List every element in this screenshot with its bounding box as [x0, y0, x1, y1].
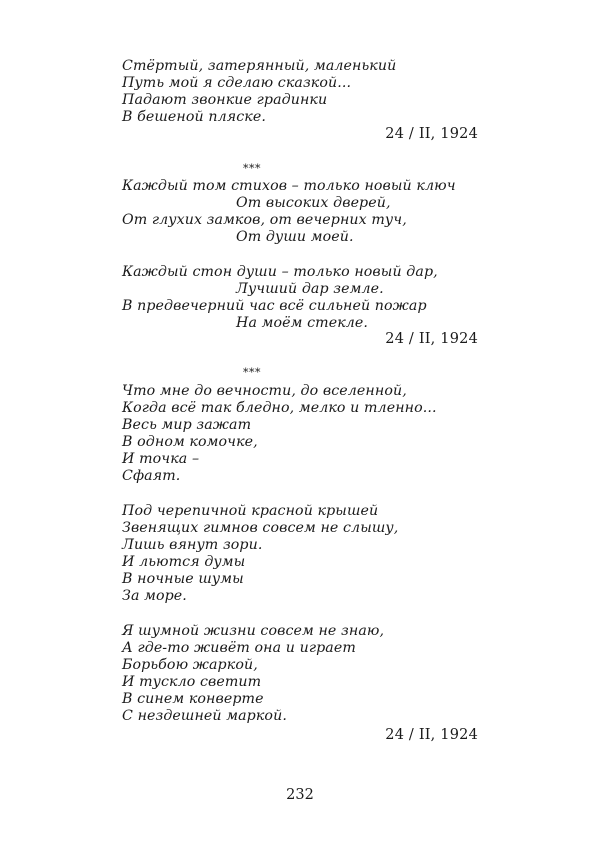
poem-line: Борьбою жаркой,: [122, 657, 258, 673]
poem-date: 24 / II, 1924: [385, 331, 478, 347]
poem-line: Лишь вянут зори.: [122, 537, 263, 553]
poem-line: За море.: [122, 588, 187, 604]
poem-line: Я шумной жизни совсем не знаю,: [122, 623, 385, 639]
poem-line: От души моей.: [236, 229, 354, 245]
poem-line: Путь мой я сделаю сказкой...: [122, 75, 352, 91]
poem-date: 24 / II, 1924: [385, 727, 478, 743]
poem-line: Лучший дар земле.: [236, 281, 384, 297]
poem-line: Каждый стон души – только новый дар,: [122, 264, 438, 280]
poem-line: На моём стекле.: [236, 315, 369, 331]
poem-line: Сфаят.: [122, 468, 181, 484]
poem-line: Когда всё так бледно, мелко и тленно...: [122, 400, 437, 416]
poem-date: 24 / II, 1924: [385, 126, 478, 142]
poem-line: Под черепичной красной крышей: [122, 503, 379, 519]
poem-line: Что мне до вечности, до вселенной,: [122, 383, 407, 399]
poem-line: От высоких дверей,: [236, 195, 391, 211]
section-separator: ***: [243, 366, 261, 379]
poem-line: В синем конверте: [122, 691, 264, 707]
poem-line: В ночные шумы: [122, 571, 244, 587]
poem-line: В предвечерний час всё сильней пожар: [122, 298, 427, 314]
poem-line: И тускло светит: [122, 674, 262, 690]
poem-line: От глухих замков, от вечерних туч,: [122, 212, 407, 228]
poem-line: Падают звонкие градинки: [122, 92, 328, 108]
poem-line: Звенящих гимнов совсем не слышу,: [122, 520, 399, 536]
section-separator: ***: [243, 162, 261, 175]
poem-line: С нездешней маркой.: [122, 708, 287, 724]
poem-line: В одном комочке,: [122, 434, 258, 450]
poem-line: И точка –: [122, 451, 200, 467]
poem-line: А где-то живёт она и играет: [122, 640, 356, 656]
poem-line: Стёртый, затерянный, маленький: [122, 58, 397, 74]
page-number: 232: [286, 787, 314, 803]
poem-line: И льются думы: [122, 554, 246, 570]
poem-line: Каждый том стихов – только новый ключ: [122, 178, 456, 194]
poem-line: Весь мир зажат: [122, 417, 252, 433]
poem-line: В бешеной пляске.: [122, 109, 266, 125]
